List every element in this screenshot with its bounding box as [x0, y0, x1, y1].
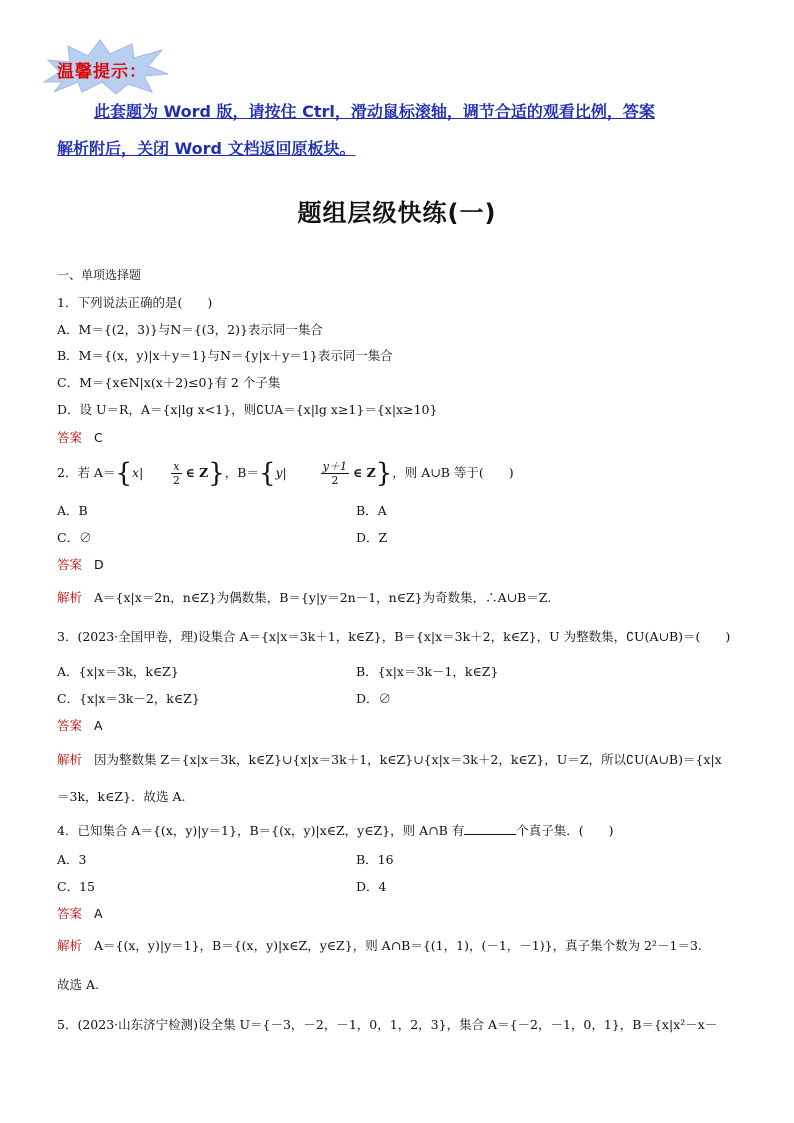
tip-text-line-1[interactable]: 此套题为 Word 版，请按住 Ctrl，滑动鼠标滚轴，调节合适的观看比例，答案: [94, 102, 655, 121]
analysis-label: 解析: [57, 590, 83, 605]
q1-answer: [57, 429, 103, 447]
q2-option-b: B．A: [356, 503, 387, 518]
answer-value: A: [94, 718, 103, 733]
q4-stem-a: 4．已知集合 A＝{(x，y)|y＝1}，B＝{(x，y)|x∈Z，y∈Z}，则 A∩B 有: [57, 823, 465, 838]
q2-setA-tail: ∈ Z: [185, 465, 209, 480]
q4-option-d: D．4: [356, 879, 387, 894]
q3-option-d: D．∅: [356, 691, 392, 706]
q4-option-b: B．16: [356, 852, 394, 867]
q4-analysis-line-2: 故选 A.: [57, 977, 99, 992]
q2-analysis: [57, 589, 551, 607]
q3-option-c: C．{x|x＝3k－2，k∈Z}: [57, 691, 200, 706]
answer-value: A: [94, 906, 103, 921]
q2-setA-head: x|: [132, 465, 144, 480]
tip-text-line-2[interactable]: 解析附后，关闭 Word 文档返回原板块。: [57, 139, 356, 158]
q3-answer: [57, 717, 103, 735]
answer-blank: [464, 822, 516, 835]
right-brace-icon: }: [208, 458, 225, 489]
q3-analysis-line-2: ＝3k，k∈Z}．故选 A.: [57, 789, 186, 804]
q2-mid: ，B＝: [224, 465, 259, 480]
answer-label: 答案: [57, 906, 83, 921]
analysis-text: 因为整数集 Z＝{x|x＝3k，k∈Z}∪{x|x＝3k＋1，k∈Z}∪{x|x＝3k＋2，k∈Z}，U＝Z，所以∁U(A∪B)＝{x|x: [94, 752, 722, 767]
left-brace-icon: {: [258, 458, 276, 489]
answer-label: 答案: [57, 718, 83, 733]
q2-setB-head: y|: [275, 465, 287, 480]
q4-stem: [57, 822, 614, 840]
analysis-text: A＝{x|x＝2n，n∈Z}为偶数集，B＝{y|y＝2n－1，n∈Z}为奇数集，∴A∪B＝Z.: [94, 590, 552, 605]
q2-option-d: D．Z: [356, 530, 388, 545]
q4-option-c: C．15: [57, 879, 95, 894]
analysis-text: A＝{(x，y)|y＝1}，B＝{(x，y)|x∈Z，y∈Z}，则 A∩B＝{(1，1)，(－1，－1)}，真子集个数为 2²－1＝3.: [94, 938, 702, 953]
q2-answer: [57, 556, 104, 574]
answer-label: 答案: [57, 557, 83, 572]
q3-stem: 3．(2023·全国甲卷，理)设集合 A＝{x|x＝3k＋1，k∈Z}，B＝{x|x＝3k＋2，k∈Z}，U 为整数集，∁U(A∪B)＝( ): [57, 629, 731, 644]
q3-analysis-line-1: [57, 751, 722, 769]
q4-stem-b: 个真子集．( ): [516, 823, 614, 838]
q1-stem: 1．下列说法正确的是( ): [57, 295, 213, 310]
q2-setA-fraction: $\frac{x}{2}$: [172, 460, 180, 487]
answer-value: C: [94, 430, 103, 445]
q4-option-a: A．3: [57, 852, 87, 867]
section-heading: 一、单项选择题: [57, 268, 142, 282]
tip-label: 温馨提示：: [57, 62, 147, 82]
analysis-label: 解析: [57, 752, 83, 767]
right-brace-icon: }: [375, 458, 393, 489]
q1-option-b: B．M＝{(x，y)|x＋y＝1}与N＝{y|x＋y＝1}表示同一集合: [57, 348, 393, 363]
q1-option-a: A．M＝{(2，3)}与N＝{(3，2)}表示同一集合: [57, 322, 323, 337]
analysis-label: 解析: [57, 938, 83, 953]
answer-value: D: [94, 557, 104, 572]
left-brace-icon: {: [115, 458, 133, 489]
answer-label: 答案: [57, 430, 83, 445]
q5-stem: 5．(2023·山东济宁检测)设全集 U＝{－3，－2，－1，0，1，2，3}，集合 A＝{－2，－1，0，1}，B＝{x|x²－x－: [57, 1017, 718, 1032]
q2-setB-fraction: $\frac{y+1}{2}$: [322, 460, 347, 487]
q4-answer: [57, 905, 103, 923]
q4-analysis-line-1: [57, 937, 702, 955]
q3-option-b: B．{x|x＝3k－1，k∈Z}: [356, 664, 499, 679]
q2-suffix: ，则 A∪B 等于( ): [392, 465, 514, 480]
q2-stem: [57, 456, 514, 490]
q1-option-c: C．M＝{x∈N|x(x＋2)≤0}有 2 个子集: [57, 375, 281, 390]
q3-option-a: A．{x|x＝3k，k∈Z}: [57, 664, 179, 679]
q2-prefix: 2．若 A＝: [57, 465, 116, 480]
q1-option-d: D．设 U＝R，A＝{x|lg x<1}，则∁UA＝{x|lg x≥1}＝{x|x≥10}: [57, 402, 438, 417]
page-title: 题组层级快练(一): [297, 199, 497, 227]
q2-option-c: C．∅: [57, 530, 92, 545]
q2-option-a: A．B: [57, 503, 88, 518]
q2-setB-tail: ∈ Z: [352, 465, 376, 480]
